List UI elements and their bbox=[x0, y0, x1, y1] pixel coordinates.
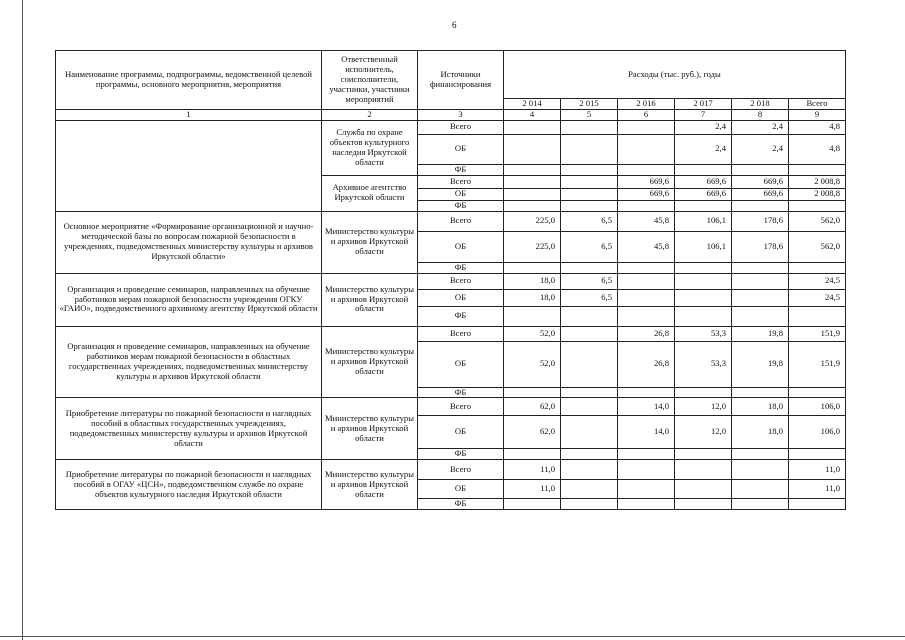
table-row bbox=[56, 326, 846, 341]
funding-source-ob: ОБ bbox=[418, 416, 504, 449]
executor-name: Министерство культуры и архивов Иркутской области bbox=[322, 273, 418, 326]
amount-cell bbox=[618, 289, 675, 306]
amount-cell bbox=[561, 188, 618, 200]
amount-cell: 53,3 bbox=[675, 341, 732, 387]
col-num-9: 9 bbox=[789, 110, 846, 121]
amount-cell: 18,0 bbox=[504, 273, 561, 289]
amount-cell: 225,0 bbox=[504, 211, 561, 231]
budget-table bbox=[55, 50, 846, 510]
amount-cell: 19,8 bbox=[732, 341, 789, 387]
year-2016: 2 016 bbox=[618, 99, 675, 110]
amount-cell bbox=[618, 134, 675, 164]
amount-cell: 45,8 bbox=[618, 231, 675, 262]
amount-cell: 4,8 bbox=[789, 134, 846, 164]
amount-cell: 2,4 bbox=[732, 120, 789, 134]
col-num-1: 1 bbox=[56, 110, 322, 121]
amount-cell: 6,5 bbox=[561, 231, 618, 262]
amount-cell bbox=[618, 120, 675, 134]
amount-cell: 12,0 bbox=[675, 416, 732, 449]
amount-cell bbox=[618, 200, 675, 211]
amount-cell: 225,0 bbox=[504, 231, 561, 262]
amount-cell bbox=[618, 262, 675, 273]
funding-source-fb: ФБ bbox=[418, 306, 504, 326]
table-row bbox=[56, 460, 846, 480]
amount-cell bbox=[504, 120, 561, 134]
table-row bbox=[56, 273, 846, 289]
amount-cell bbox=[504, 200, 561, 211]
column-numbers-row bbox=[56, 110, 846, 121]
executor-name: Министерство культуры и архивов Иркутской области bbox=[322, 398, 418, 460]
amount-cell bbox=[675, 460, 732, 480]
amount-cell: 53,3 bbox=[675, 326, 732, 341]
amount-cell bbox=[561, 120, 618, 134]
header-row bbox=[56, 51, 846, 99]
activity-name bbox=[56, 120, 322, 211]
col-num-8: 8 bbox=[732, 110, 789, 121]
amount-cell: 151,9 bbox=[789, 326, 846, 341]
amount-cell: 4,8 bbox=[789, 120, 846, 134]
amount-cell bbox=[732, 262, 789, 273]
amount-cell bbox=[618, 273, 675, 289]
scan-bottom-edge bbox=[0, 636, 905, 637]
amount-cell: 52,0 bbox=[504, 341, 561, 387]
amount-cell bbox=[675, 387, 732, 398]
amount-cell bbox=[789, 306, 846, 326]
amount-cell bbox=[561, 416, 618, 449]
amount-cell bbox=[504, 134, 561, 164]
executor-name: Архивное агентство Иркутской области bbox=[322, 175, 418, 211]
amount-cell bbox=[618, 480, 675, 499]
amount-cell: 18,0 bbox=[732, 398, 789, 416]
activity-name: Организация и проведение семинаров, направленных на обучение работников мерам пожарной безопасности в областных государственных учреждениях, подведомственных министерству культуры и архивов Иркутской области bbox=[56, 326, 322, 398]
funding-source-fb: ФБ bbox=[418, 262, 504, 273]
funding-source-total: Всего bbox=[418, 273, 504, 289]
amount-cell: 12,0 bbox=[675, 398, 732, 416]
header-sources: Источники финансирования bbox=[418, 51, 504, 110]
amount-cell: 52,0 bbox=[504, 326, 561, 341]
funding-source-ob: ОБ bbox=[418, 480, 504, 499]
amount-cell: 562,0 bbox=[789, 231, 846, 262]
amount-cell bbox=[732, 164, 789, 175]
amount-cell bbox=[504, 499, 561, 510]
amount-cell: 669,6 bbox=[675, 188, 732, 200]
amount-cell: 151,9 bbox=[789, 341, 846, 387]
scan-left-edge bbox=[22, 0, 23, 640]
amount-cell bbox=[618, 499, 675, 510]
year-total: Всего bbox=[789, 99, 846, 110]
amount-cell bbox=[504, 449, 561, 460]
amount-cell bbox=[789, 449, 846, 460]
amount-cell bbox=[675, 306, 732, 326]
col-num-6: 6 bbox=[618, 110, 675, 121]
funding-source-fb: ФБ bbox=[418, 449, 504, 460]
funding-source-fb: ФБ bbox=[418, 387, 504, 398]
table-row bbox=[56, 120, 846, 134]
amount-cell bbox=[561, 398, 618, 416]
amount-cell bbox=[675, 289, 732, 306]
amount-cell bbox=[789, 387, 846, 398]
amount-cell: 6,5 bbox=[561, 211, 618, 231]
amount-cell: 18,0 bbox=[732, 416, 789, 449]
amount-cell: 669,6 bbox=[732, 175, 789, 188]
amount-cell bbox=[732, 480, 789, 499]
amount-cell bbox=[789, 499, 846, 510]
amount-cell bbox=[561, 306, 618, 326]
year-2018: 2 018 bbox=[732, 99, 789, 110]
col-num-7: 7 bbox=[675, 110, 732, 121]
amount-cell: 19,8 bbox=[732, 326, 789, 341]
amount-cell bbox=[561, 480, 618, 499]
amount-cell: 6,5 bbox=[561, 273, 618, 289]
page-number: 6 bbox=[452, 20, 457, 30]
amount-cell: 669,6 bbox=[618, 188, 675, 200]
amount-cell bbox=[561, 262, 618, 273]
col-num-2: 2 bbox=[322, 110, 418, 121]
amount-cell bbox=[675, 480, 732, 499]
amount-cell: 106,0 bbox=[789, 398, 846, 416]
col-num-5: 5 bbox=[561, 110, 618, 121]
amount-cell: 669,6 bbox=[618, 175, 675, 188]
amount-cell: 2,4 bbox=[732, 134, 789, 164]
year-2015: 2 015 bbox=[561, 99, 618, 110]
amount-cell bbox=[675, 499, 732, 510]
amount-cell: 669,6 bbox=[675, 175, 732, 188]
amount-cell bbox=[618, 460, 675, 480]
executor-name: Министерство культуры и архивов Иркутской области bbox=[322, 326, 418, 398]
amount-cell bbox=[618, 449, 675, 460]
funding-source-fb: ФБ bbox=[418, 164, 504, 175]
header-expenses: Расходы (тыс. руб.), годы bbox=[504, 51, 846, 99]
funding-source-ob: ОБ bbox=[418, 188, 504, 200]
amount-cell bbox=[561, 449, 618, 460]
amount-cell bbox=[561, 341, 618, 387]
amount-cell bbox=[732, 499, 789, 510]
amount-cell: 562,0 bbox=[789, 211, 846, 231]
table-row bbox=[56, 398, 846, 416]
table-row bbox=[56, 211, 846, 231]
amount-cell: 106,1 bbox=[675, 211, 732, 231]
amount-cell: 11,0 bbox=[504, 480, 561, 499]
amount-cell bbox=[561, 200, 618, 211]
amount-cell: 11,0 bbox=[504, 460, 561, 480]
amount-cell bbox=[561, 175, 618, 188]
funding-source-total: Всего bbox=[418, 175, 504, 188]
amount-cell bbox=[504, 387, 561, 398]
funding-source-total: Всего bbox=[418, 211, 504, 231]
year-2014: 2 014 bbox=[504, 99, 561, 110]
amount-cell bbox=[732, 460, 789, 480]
amount-cell: 62,0 bbox=[504, 416, 561, 449]
amount-cell bbox=[561, 499, 618, 510]
amount-cell: 26,8 bbox=[618, 326, 675, 341]
amount-cell bbox=[675, 262, 732, 273]
funding-source-total: Всего bbox=[418, 398, 504, 416]
amount-cell: 178,6 bbox=[732, 211, 789, 231]
amount-cell bbox=[618, 387, 675, 398]
amount-cell bbox=[618, 306, 675, 326]
activity-name: Приобретение литературы по пожарной безопасности и наглядных пособий в ОГАУ «ЦСН», подведомственном службе по охране объектов культурного наследия Иркутской области bbox=[56, 460, 322, 510]
amount-cell: 2,4 bbox=[675, 120, 732, 134]
funding-source-ob: ОБ bbox=[418, 341, 504, 387]
amount-cell bbox=[789, 200, 846, 211]
amount-cell: 14,0 bbox=[618, 416, 675, 449]
amount-cell: 6,5 bbox=[561, 289, 618, 306]
amount-cell: 24,5 bbox=[789, 273, 846, 289]
funding-source-ob: ОБ bbox=[418, 289, 504, 306]
amount-cell: 178,6 bbox=[732, 231, 789, 262]
amount-cell bbox=[732, 306, 789, 326]
amount-cell: 24,5 bbox=[789, 289, 846, 306]
funding-source-fb: ФБ bbox=[418, 499, 504, 510]
amount-cell bbox=[675, 164, 732, 175]
amount-cell: 11,0 bbox=[789, 460, 846, 480]
amount-cell bbox=[561, 387, 618, 398]
header-executor: Ответственный исполнитель, соисполнители, участники, участники мероприятий bbox=[322, 51, 418, 110]
funding-source-ob: ОБ bbox=[418, 231, 504, 262]
amount-cell: 669,6 bbox=[732, 188, 789, 200]
amount-cell bbox=[732, 200, 789, 211]
amount-cell bbox=[504, 188, 561, 200]
amount-cell bbox=[789, 262, 846, 273]
amount-cell bbox=[732, 449, 789, 460]
amount-cell bbox=[504, 262, 561, 273]
amount-cell: 62,0 bbox=[504, 398, 561, 416]
amount-cell bbox=[561, 460, 618, 480]
amount-cell bbox=[675, 200, 732, 211]
activity-name: Основное мероприятие «Формирование организационной и научно-методической базы по вопросам пожарной безопасности в учреждениях, подведомственных министерству культуры и архивов Иркутской области» bbox=[56, 211, 322, 273]
amount-cell: 26,8 bbox=[618, 341, 675, 387]
col-num-4: 4 bbox=[504, 110, 561, 121]
executor-name: Министерство культуры и архивов Иркутской области bbox=[322, 211, 418, 273]
amount-cell: 106,1 bbox=[675, 231, 732, 262]
amount-cell bbox=[618, 164, 675, 175]
funding-source-fb: ФБ bbox=[418, 200, 504, 211]
amount-cell: 106,0 bbox=[789, 416, 846, 449]
amount-cell: 18,0 bbox=[504, 289, 561, 306]
amount-cell: 11,0 bbox=[789, 480, 846, 499]
amount-cell bbox=[732, 289, 789, 306]
amount-cell: 45,8 bbox=[618, 211, 675, 231]
year-2017: 2 017 bbox=[675, 99, 732, 110]
amount-cell bbox=[732, 387, 789, 398]
executor-name: Министерство культуры и архивов Иркутской области bbox=[322, 460, 418, 510]
amount-cell bbox=[561, 134, 618, 164]
funding-source-total: Всего bbox=[418, 120, 504, 134]
amount-cell bbox=[789, 164, 846, 175]
amount-cell bbox=[561, 164, 618, 175]
amount-cell: 2 008,8 bbox=[789, 175, 846, 188]
activity-name: Приобретение литературы по пожарной безопасности и наглядных пособий в областных государственных учреждениях, подведомственных министерству культуры и архивов Иркутской области bbox=[56, 398, 322, 460]
activity-name: Организация и проведение семинаров, направленных на обучение работников мерам пожарной безопасности учреждения ОГКУ «ГАИО», подведомственного архивному агентству Иркутской области bbox=[56, 273, 322, 326]
funding-source-total: Всего bbox=[418, 460, 504, 480]
header-name: Наименование программы, подпрограммы, ведомственной целевой программы, основного мероприятия, мероприятия bbox=[56, 51, 322, 110]
amount-cell bbox=[504, 175, 561, 188]
amount-cell bbox=[504, 164, 561, 175]
amount-cell bbox=[675, 273, 732, 289]
amount-cell bbox=[504, 306, 561, 326]
amount-cell: 14,0 bbox=[618, 398, 675, 416]
col-num-3: 3 bbox=[418, 110, 504, 121]
amount-cell: 2 008,8 bbox=[789, 188, 846, 200]
amount-cell bbox=[732, 273, 789, 289]
executor-name: Служба по охране объектов культурного наследия Иркутской области bbox=[322, 120, 418, 175]
amount-cell bbox=[675, 449, 732, 460]
funding-source-ob: ОБ bbox=[418, 134, 504, 164]
amount-cell bbox=[561, 326, 618, 341]
amount-cell: 2,4 bbox=[675, 134, 732, 164]
funding-source-total: Всего bbox=[418, 326, 504, 341]
